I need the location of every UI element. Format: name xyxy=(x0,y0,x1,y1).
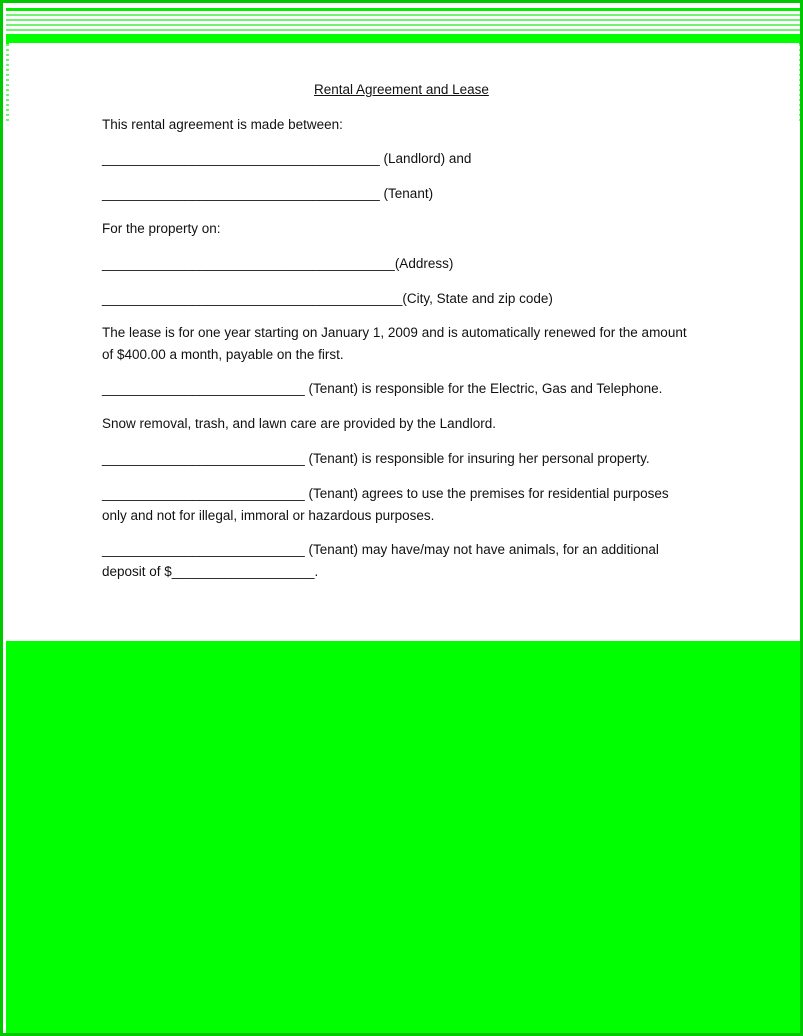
use-of-premises-clause: ___________________________ (Tenant) agrees to use the premises for residential purposes only and not for illegal, immoral or hazardous purposes. xyxy=(102,486,669,523)
document-title: Rental Agreement and Lease xyxy=(314,82,489,97)
tenant-line: _____________________________________ (Tenant) xyxy=(102,186,434,201)
insurance-clause: ___________________________ (Tenant) is responsible for insuring her personal property. xyxy=(102,451,650,466)
lease-terms-paragraph: The lease is for one year starting on January 1, 2009 and is automatically renewed for the amount of $400.00 a month, payable on the first. xyxy=(102,325,687,362)
property-label: For the property on: xyxy=(102,221,221,236)
landlord-line: _____________________________________ (Landlord) and xyxy=(102,151,472,166)
bottom-green-fill xyxy=(6,641,800,1033)
top-thin-rule xyxy=(6,8,800,11)
city-state-zip-line: ________________________________________(City, State and zip code) xyxy=(102,291,553,306)
services-clause: Snow removal, trash, and lawn care are provided by the Landlord. xyxy=(102,416,496,431)
utilities-clause: ___________________________ (Tenant) is responsible for the Electric, Gas and Telephone. xyxy=(102,381,663,396)
animals-clause: ___________________________ (Tenant) may have/may not have animals, for an additional deposit of $___________________. xyxy=(102,542,659,579)
intro-text: This rental agreement is made between: xyxy=(102,117,343,132)
address-line: _______________________________________(Address) xyxy=(102,256,454,271)
